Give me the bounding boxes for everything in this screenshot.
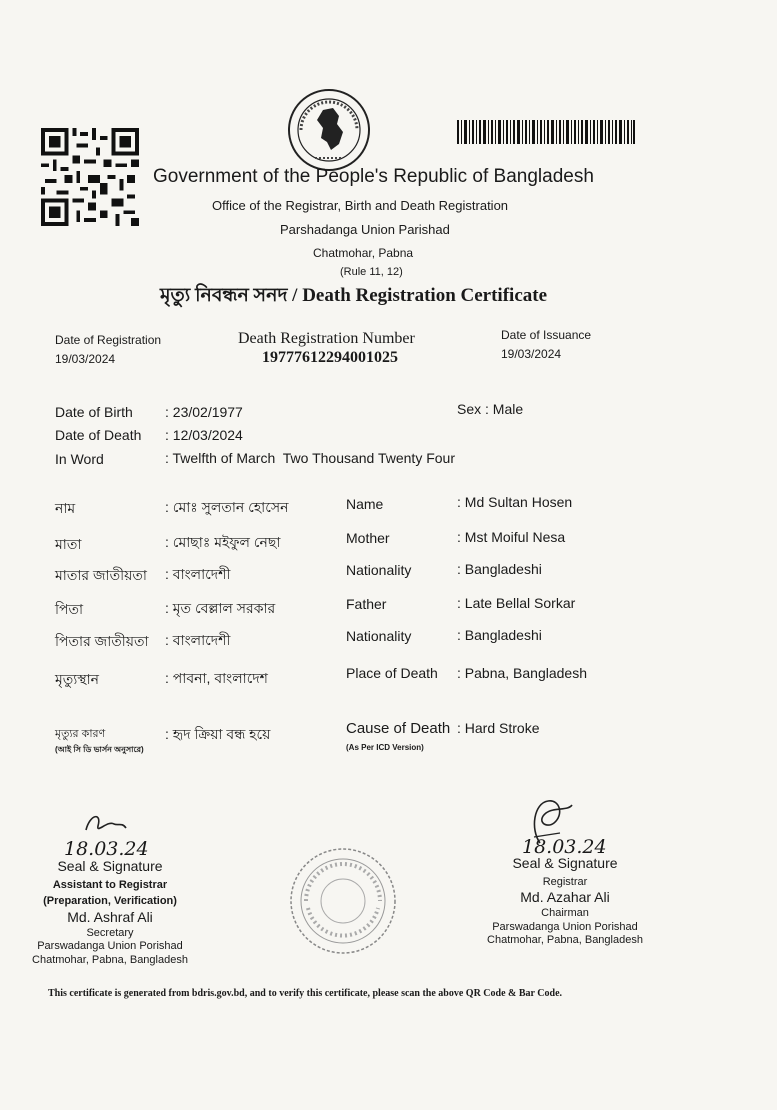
- certificate-title: মৃত্যু নিবন্ধন সনদ / Death Registration Certificate: [160, 285, 548, 306]
- date-of-birth-value: : 23/02/1977: [165, 404, 243, 420]
- place-of-death-label: Place of Death: [346, 665, 438, 681]
- bn-mother-label: মাতা: [55, 536, 82, 552]
- government-emblem-icon: [287, 88, 371, 172]
- bn-mother-value: : মোছাঃ মইফুল নেছা: [165, 534, 281, 550]
- bn-cause-note: (আই সি ডি ভার্সন অনুসারে): [55, 745, 144, 754]
- bn-father-nationality-value: : বাংলাদেশী: [165, 632, 231, 648]
- registrar-signature-block: [480, 855, 650, 948]
- date-of-death-value: : 12/03/2024: [165, 427, 243, 443]
- bn-father-value: : মৃত বেল্লাল সরকার: [165, 600, 276, 616]
- mother-label: Mother: [346, 530, 390, 546]
- registrar-signature-date: 18.03.24: [522, 836, 607, 858]
- union-heading: Parshadanga Union Parishad: [280, 222, 450, 237]
- father-nationality-label: Nationality: [346, 628, 412, 644]
- cause-value: : Hard Stroke: [457, 720, 540, 736]
- bn-father-nationality-label: পিতার জাতীয়তা: [55, 633, 149, 649]
- assistant-title: Secretary: [86, 926, 134, 939]
- cause-note: (As Per ICD Version): [346, 743, 424, 752]
- bn-cause-value: : হৃদ ক্রিয়া বন্ধ হয়ে: [165, 726, 271, 742]
- bn-mother-nationality-value: : বাংলাদেশী: [165, 566, 231, 582]
- assistant-seal-signature: Seal & Signature: [57, 858, 163, 874]
- date-of-registration-value: 19/03/2024: [55, 352, 116, 366]
- assistant-name: Md. Ashraf Ali: [67, 909, 153, 925]
- assistant-signature-date: 18.03.24: [64, 838, 149, 860]
- name-label: Name: [346, 496, 384, 512]
- upazila-heading: Chatmohar, Pabna: [313, 246, 414, 260]
- registrar-name: Md. Azahar Ali: [520, 889, 610, 906]
- father-label: Father: [346, 596, 387, 612]
- father-value: : Late Bellal Sorkar: [457, 595, 576, 611]
- registration-number-label: Death Registration Number: [238, 330, 415, 347]
- registrar-union: Parswadanga Union Porishad: [492, 920, 638, 933]
- date-of-birth-label: Date of Birth: [55, 404, 133, 420]
- registrar-title: Chairman: [541, 906, 589, 919]
- verification-footer: This certificate is generated from bdris.gov.bd, and to verify this certificate, please scan the above QR Code & Bar Code.: [48, 988, 563, 999]
- name-value: : Md Sultan Hosen: [457, 494, 573, 510]
- government-heading: Government of the People's Republic of Bangladesh: [153, 166, 594, 187]
- father-nationality-value: : Bangladeshi: [457, 627, 542, 643]
- bn-place-of-death-value: : পাবনা, বাংলাদেশ: [165, 670, 268, 686]
- assistant-signature-mark: [80, 806, 130, 840]
- date-of-registration-label: Date of Registration: [55, 333, 162, 347]
- cause-label: Cause of Death: [346, 720, 451, 737]
- place-of-death-value: : Pabna, Bangladesh: [457, 665, 587, 681]
- assistant-signature-block: [30, 858, 190, 968]
- bn-name-value: : মোঃ সুলতান হোসেন: [165, 499, 289, 515]
- rule-reference: (Rule 11, 12): [340, 266, 403, 278]
- bn-place-of-death-label: মৃত্যুস্থান: [55, 671, 100, 687]
- assistant-address: Chatmohar, Pabna, Bangladesh: [32, 954, 188, 966]
- qr-code-icon: [40, 128, 140, 226]
- in-word-value: : Twelfth of March Two Thousand Twenty Four: [165, 450, 456, 466]
- registrar-address: Chatmohar, Pabna, Bangladesh: [487, 934, 643, 947]
- registration-number-value: 19777612294001025: [262, 349, 398, 366]
- office-heading: Office of the Registrar, Birth and Death Registration: [212, 198, 509, 213]
- date-of-death-label: Date of Death: [55, 427, 142, 443]
- assistant-role: Assistant to Registrar: [52, 878, 168, 891]
- bn-name-label: নাম: [55, 500, 76, 516]
- date-of-issuance-label: Date of Issuance: [501, 328, 592, 342]
- barcode-icon: [457, 120, 635, 144]
- mother-value: : Mst Moiful Nesa: [457, 529, 566, 545]
- bn-mother-nationality-label: মাতার জাতীয়তা: [55, 567, 147, 583]
- bn-father-label: পিতা: [55, 601, 84, 617]
- registrar-seal-signature: Seal & Signature: [512, 855, 618, 871]
- round-seal-icon: [288, 846, 398, 956]
- date-of-issuance-value: 19/03/2024: [501, 347, 562, 361]
- mother-nationality-value: : Bangladeshi: [457, 561, 542, 577]
- registrar-role: Registrar: [542, 875, 588, 888]
- assistant-sub-role: (Preparation, Verification): [43, 895, 177, 908]
- assistant-union: Parswadanga Union Porishad: [37, 940, 183, 953]
- mother-nationality-label: Nationality: [346, 562, 412, 578]
- in-word-label: In Word: [55, 451, 104, 467]
- bn-cause-label: মৃত্যুর কারণ: [55, 728, 106, 740]
- sex-value: Sex : Male: [457, 401, 524, 417]
